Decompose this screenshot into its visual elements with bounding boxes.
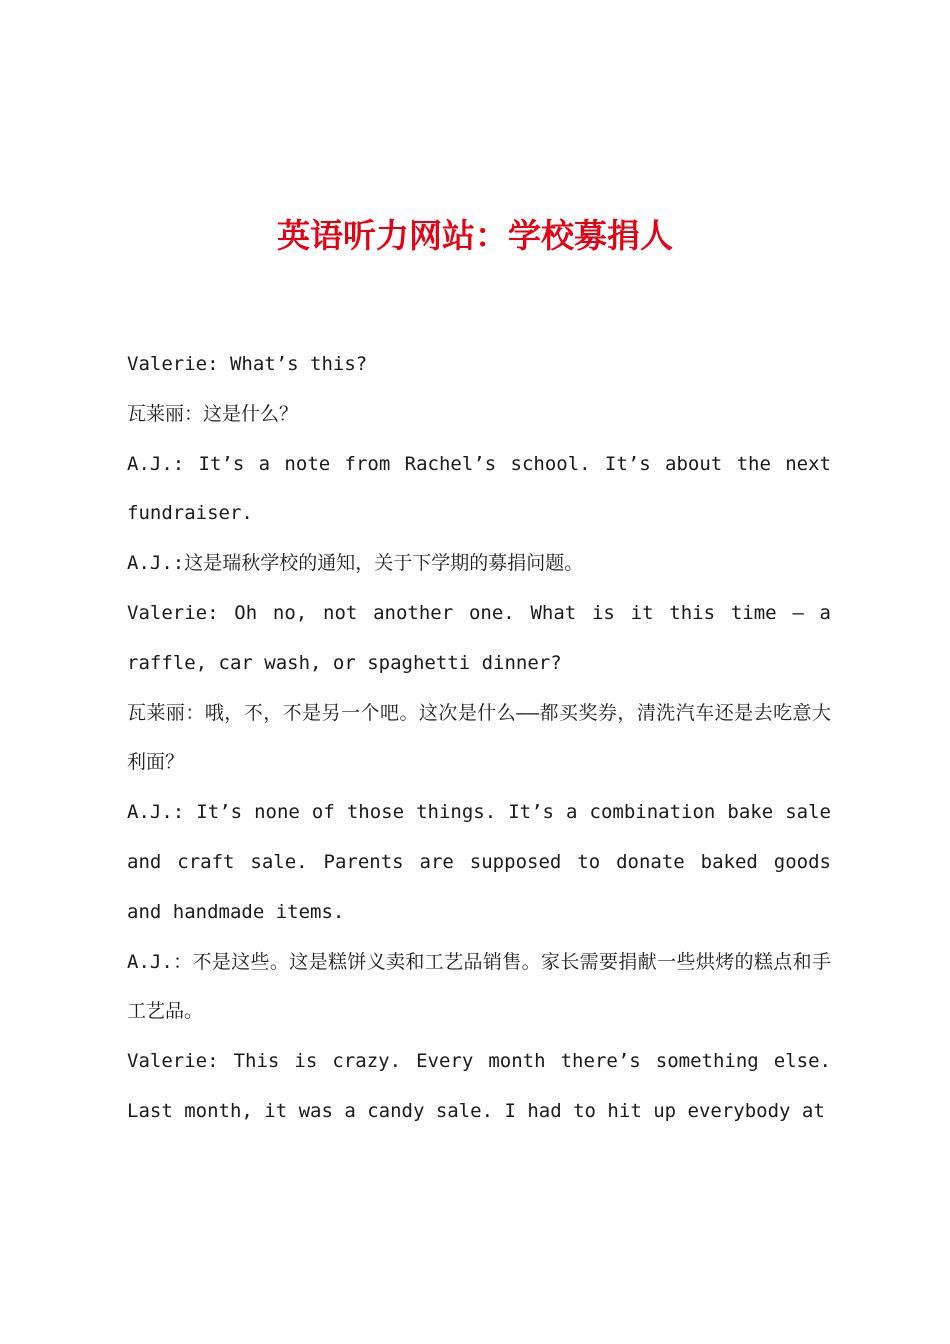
dialogue-line-zh: A.J.：不是这些。这是糕饼义卖和工艺品销售。家长需要捐献一些烘烤的糕点和手工艺品。 — [127, 950, 831, 1023]
dialogue-line-zh: 瓦莱丽：哦，不，不是另一个吧。这次是什么——都买奖券，清洗汽车还是去吃意大利面？ — [127, 701, 831, 774]
dialogue-line-zh: A.J.:这是瑞秋学校的通知，关于下学期的募捐问题。 — [127, 552, 584, 575]
dialogue-line-en: Valerie: Oh no, not another one. What is it this time – a raffle, car wash, or spaghetti dinner? — [127, 601, 831, 674]
dialogue-line-en: A.J.: It’s none of those things. It’s a combination bake sale and craft sale. Parents are supposed to donate baked goods and handmade items. — [127, 801, 831, 923]
dialogue-line-en: A.J.: It’s a note from Rachel’s school. It’s about the next fundraiser. — [127, 452, 831, 525]
dialogue-line-en: Valerie: What’s this? — [127, 353, 368, 375]
dialogue-line-zh: 瓦莱丽：这是什么？ — [127, 402, 299, 425]
dialogue-line-en: Valerie: This is crazy. Every month there’s something else. Last month, it was a candy sale. I had to hit up everybody at — [127, 1050, 831, 1122]
document-title: 英语听力网站：学校募捐人 — [277, 216, 673, 255]
dialogue-body — [127, 340, 831, 1137]
